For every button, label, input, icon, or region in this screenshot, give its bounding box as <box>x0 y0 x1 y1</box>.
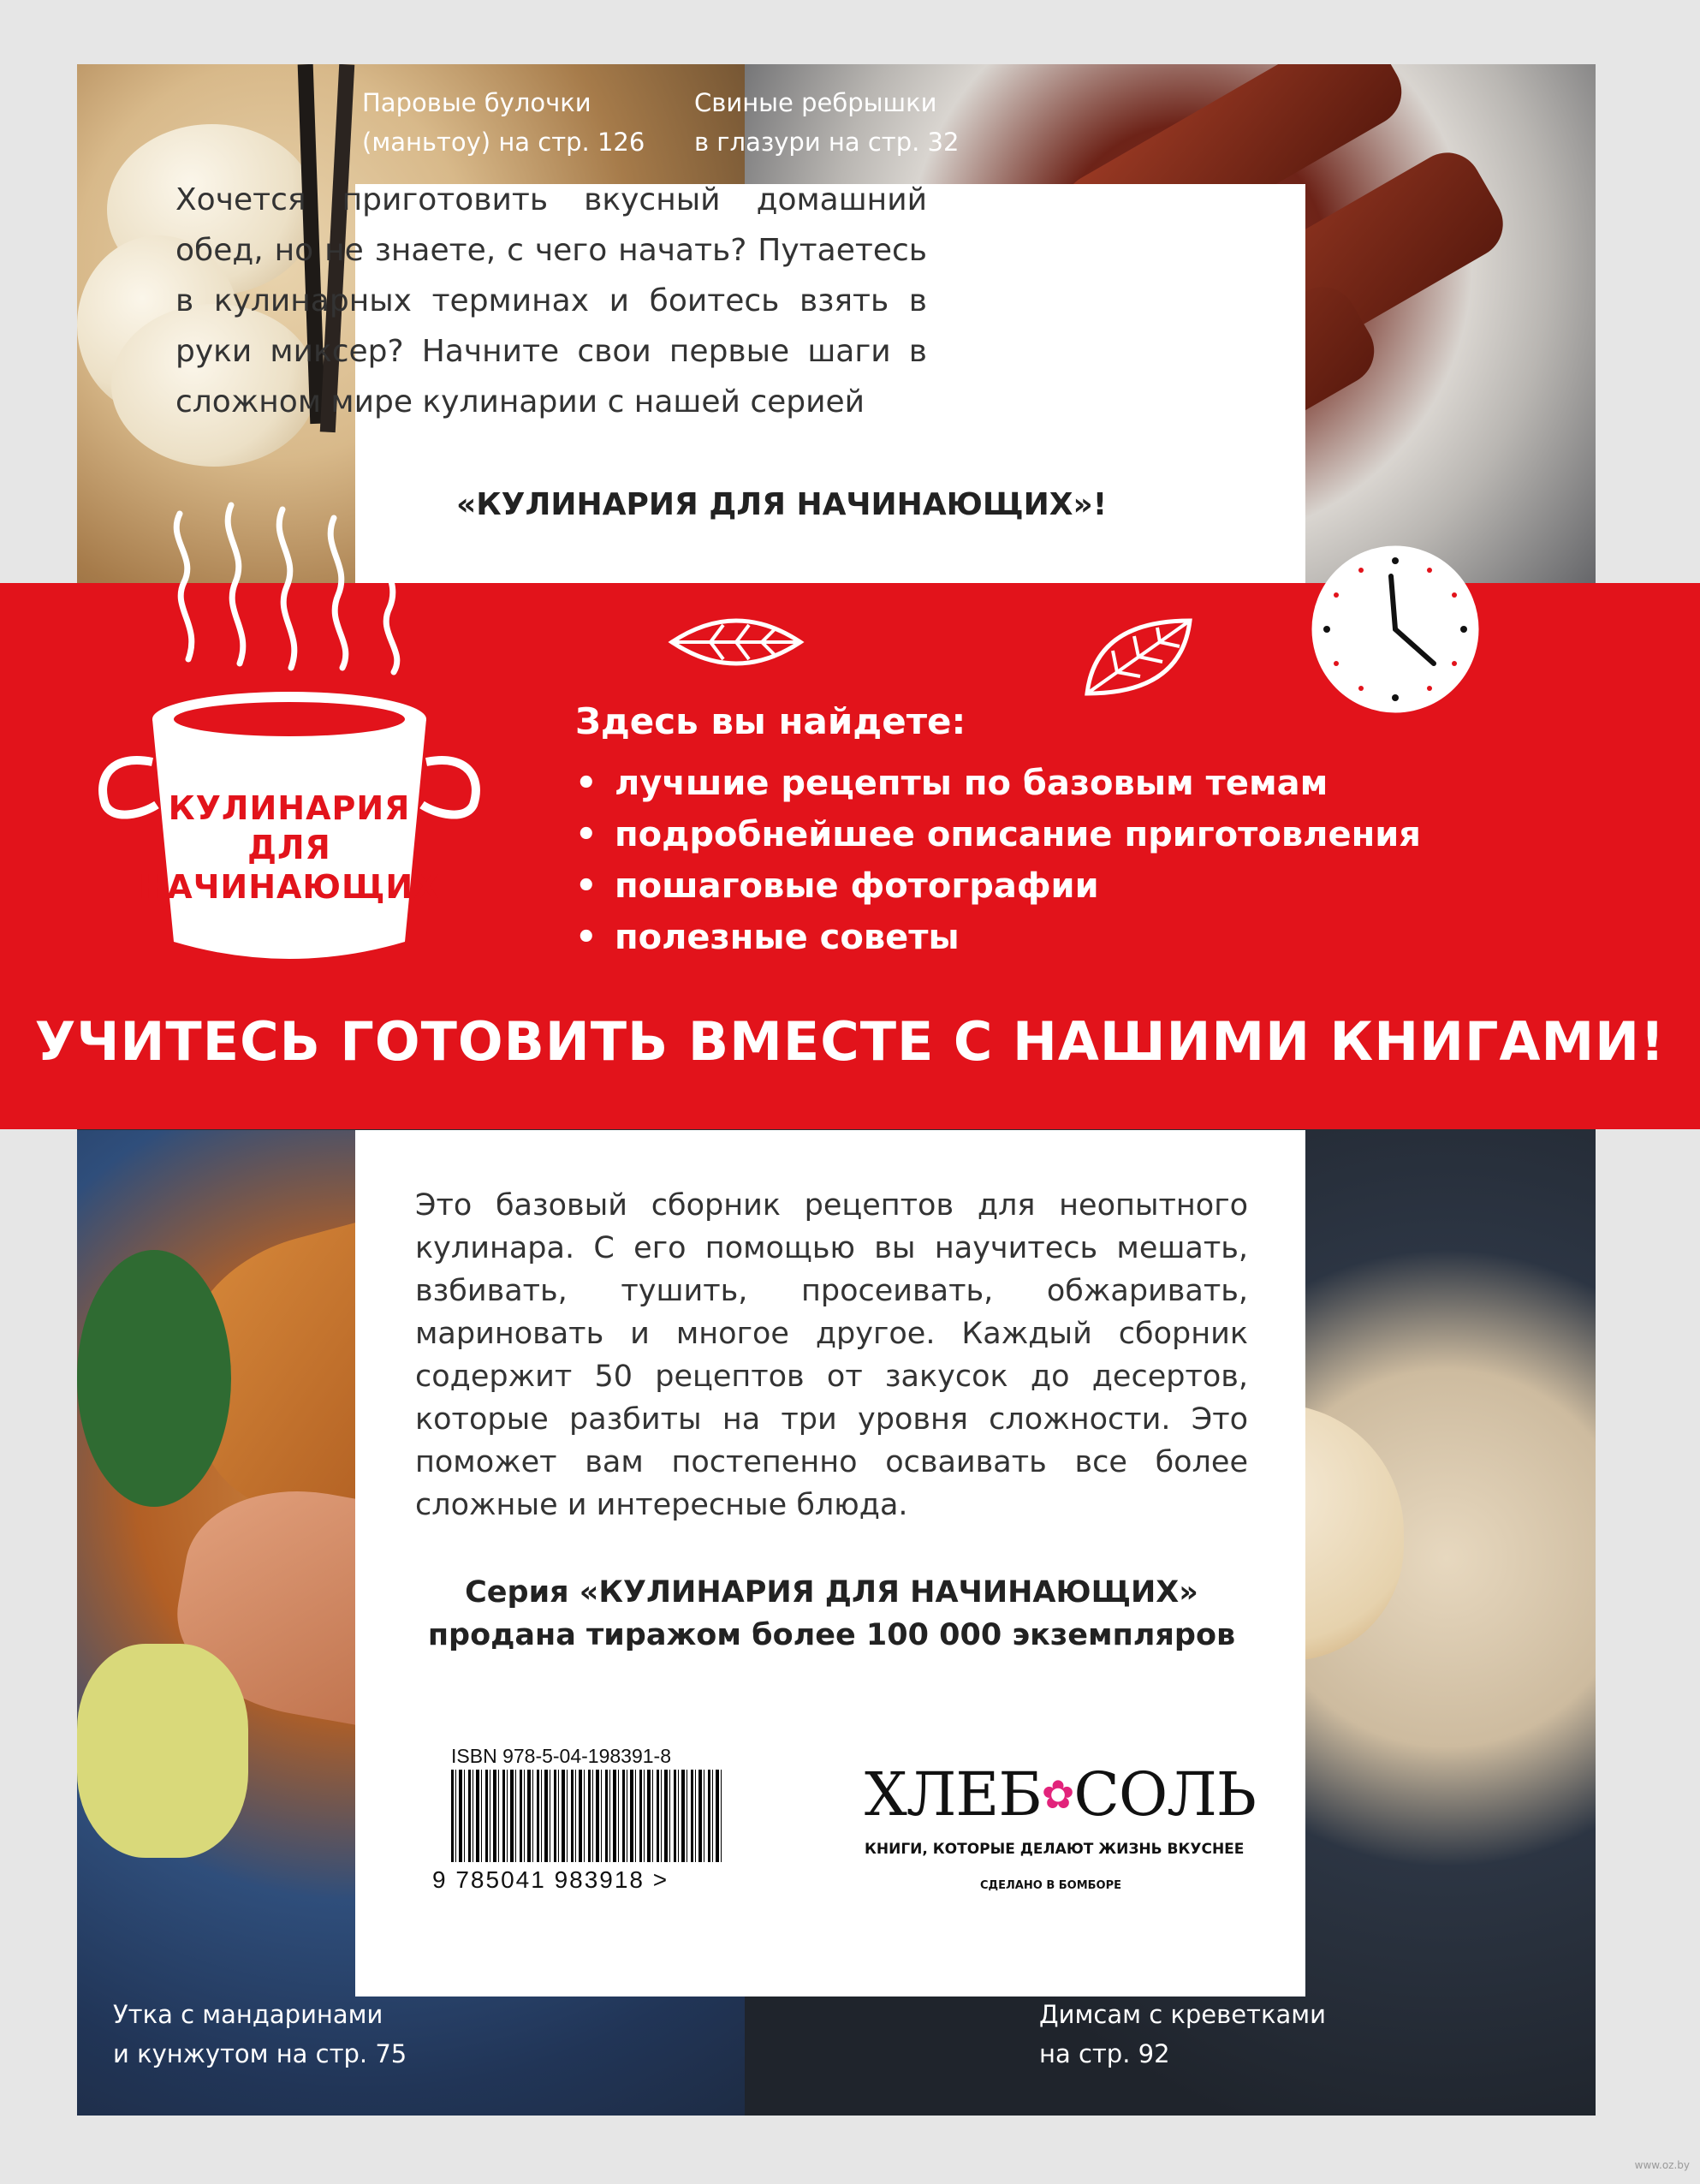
logo-right: СОЛЬ <box>1073 1759 1256 1830</box>
features-list <box>575 758 1421 963</box>
series-line-2: продана тиражом более 100 000 экземпляров <box>427 1618 1236 1652</box>
list-item: • полезные советы <box>575 912 1421 963</box>
watermark: www.oz.by <box>1634 2159 1690 2171</box>
caption-dimsum: Димсам с креветками на стр. 92 <box>1039 2000 1326 2068</box>
steam-lines-icon <box>163 497 437 676</box>
intro-series-name: «КУЛИНАРИЯ ДЛЯ НАЧИНАЮЩИХ»! <box>456 487 1108 522</box>
barcode <box>451 1770 725 1862</box>
publisher-maker: СДЕЛАНО В БОМБОРЕ <box>980 1879 1122 1892</box>
pot-label-line-3: НАЧИНАЮЩИХ <box>139 868 440 906</box>
description-text: Это базовый сборник рецептов для неопытного кулинара. С его помощью вы научитесь мешать, взбивать, тушить, просеивать, обжаривать, мариновать и многое другое. Каждый сборник содержит 50 рецептов от закусок до десертов, которые разбиты на три уровня сложности. Это поможет вам постепенно осваивать все более сложные и интересные блюда. <box>415 1188 1248 1522</box>
isbn: ISBN 978-5-04-198391-8 <box>451 1745 671 1767</box>
clock-icon <box>1297 544 1494 715</box>
caption-steamed-buns: Паровые булочки (маньтоу) на стр. 126 <box>362 88 645 157</box>
features-title: Здесь вы найдете: <box>575 700 966 742</box>
list-item: • лучшие рецепты по базовым темам <box>575 758 1421 809</box>
pot-label-line-2: ДЛЯ <box>247 829 331 866</box>
list-item: • подробнейшее описание приготовления <box>575 809 1421 860</box>
list-item: • пошаговые фотографии <box>575 860 1421 912</box>
leaf-icon <box>663 612 809 672</box>
intro-text: Хочется приготовить вкусный домашний обед, но не знаете, с чего начать? Путаетесь в кулинарных терминах и боитесь взять в руки миксер? Начните свои первые шаги в сложном мире кулинарии с нашей серией <box>175 182 927 420</box>
pot-label-line-1: КУЛИНАРИЯ <box>168 789 411 827</box>
slogan: УЧИТЕСЬ ГОТОВИТЬ ВМЕСТЕ С НАШИМИ КНИГАМИ! <box>34 1010 1666 1073</box>
series-line-1: Серия «КУЛИНАРИЯ ДЛЯ НАЧИНАЮЩИХ» <box>465 1575 1198 1610</box>
leaf-icon <box>1079 612 1198 702</box>
caption-duck: Утка с мандаринами и кунжутом на стр. 75 <box>113 2000 407 2068</box>
logo-left: ХЛЕБ <box>865 1759 1042 1830</box>
flower-icon: ✿ <box>1041 1771 1074 1818</box>
barcode-number: 9 785041 983918 > <box>432 1866 669 1893</box>
series-sales-note <box>415 1571 1248 1657</box>
caption-glazed-ribs: Свиные ребрышки в глазури на стр. 32 <box>694 88 960 157</box>
publisher-logo <box>865 1759 1256 1830</box>
publisher-tagline: КНИГИ, КОТОРЫЕ ДЕЛАЮТ ЖИЗНЬ ВКУСНЕЕ <box>865 1841 1245 1858</box>
